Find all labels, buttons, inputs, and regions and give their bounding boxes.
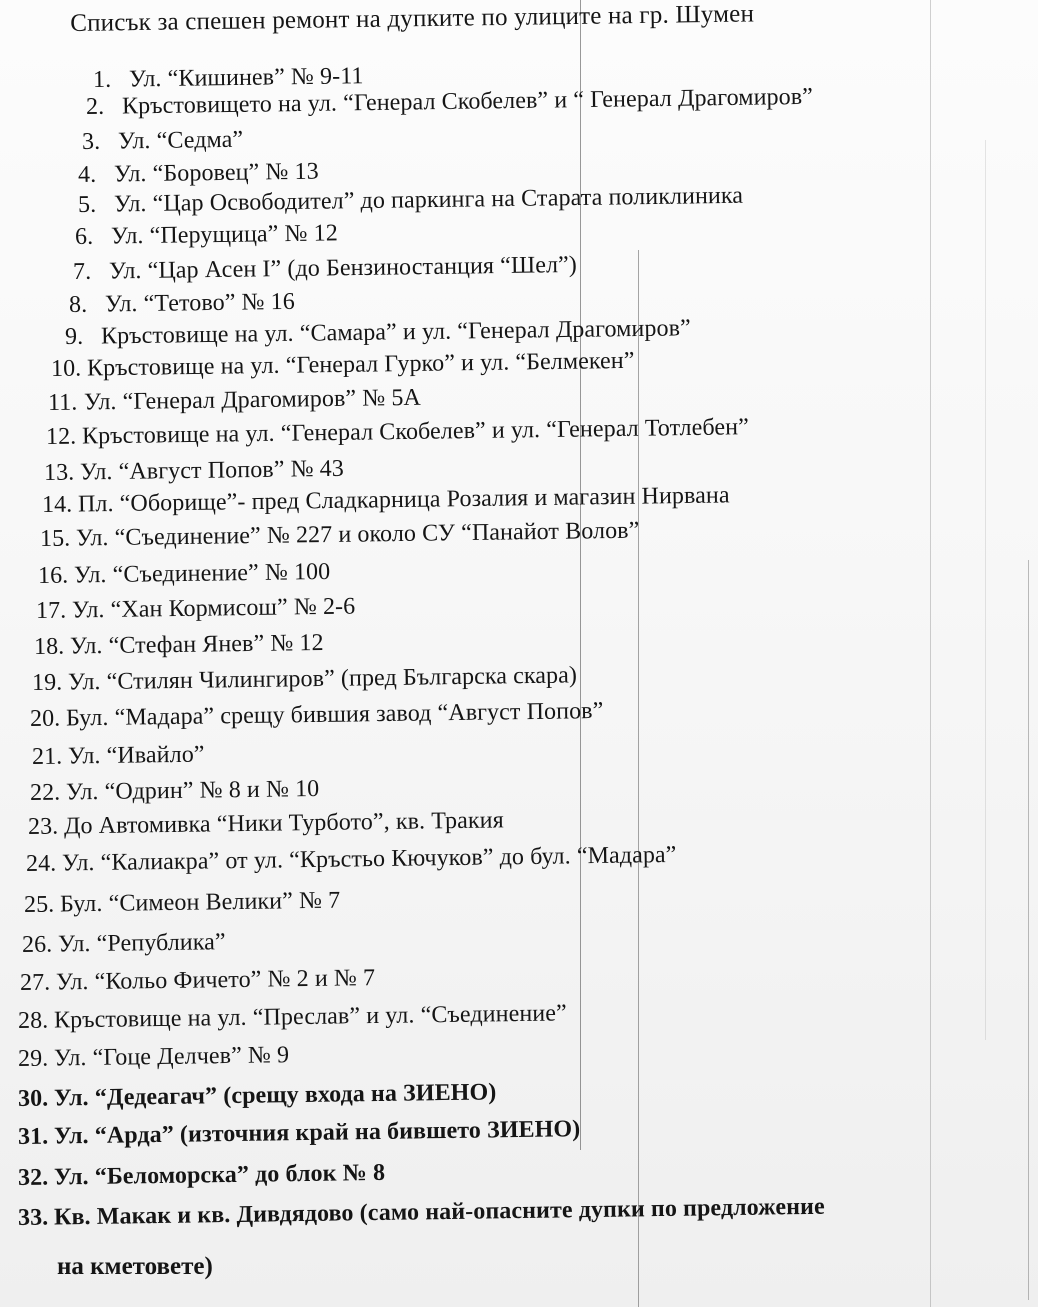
item-number: 15. [39, 525, 71, 552]
item-number: 33. [17, 1204, 49, 1231]
item-number: 26. [21, 931, 53, 958]
list-item [18, 1040, 290, 1074]
item-text: Ул. “Беломорска” до блок № 8 [53, 1159, 386, 1191]
item-text: Кръстовището на ул. “Генерал Скобелев” и “ Генерал Драгомиров” [121, 83, 814, 120]
item-text: Ул. “Гоце Делчев” № 9 [53, 1042, 290, 1072]
list-item [82, 125, 244, 157]
item-text: Ул. “Перущица” № 12 [110, 220, 339, 250]
list-item [18, 1077, 497, 1114]
item-number: 23. [27, 813, 59, 840]
item-text: Ул. “Хан Кормисош” № 2-6 [71, 593, 356, 624]
list-item [32, 740, 205, 772]
item-text: Ул. “Одрин” № 8 и № 10 [65, 775, 320, 806]
list-item [24, 886, 341, 920]
item-text: Ул. “Калиакра” от ул. “Кръстьо Кючуков” до бул. “Мадара” [61, 841, 677, 877]
item-number: 7. [72, 258, 92, 285]
item-number: 18. [33, 633, 65, 660]
item-number: 12. [45, 423, 77, 450]
item-number: 19. [31, 669, 63, 696]
item-text: Ул. “Република” [57, 929, 226, 958]
item-number: 27. [19, 969, 51, 996]
list-item [18, 998, 567, 1036]
item-number: 17. [35, 597, 67, 624]
list-item [30, 774, 320, 808]
item-text: Ул. “Съединение” № 227 и около СУ “Панайот Волов” [75, 517, 640, 552]
list-item [46, 412, 749, 452]
list-item [44, 454, 344, 488]
item-text: Ул. “Арда” (източния край на бившето ЗИЕНО) [53, 1116, 581, 1150]
list-item [78, 157, 319, 190]
item-text: Кръстовище на ул. “Генерал Скобелев” и ул. “Генерал Тотлебен” [81, 414, 750, 450]
item-text: Ул. “Стефан Янев” № 12 [69, 629, 324, 660]
list-item [51, 346, 635, 384]
item-number: 24. [25, 850, 57, 877]
item-text: Ул. “Кишинев” № 9-11 [128, 63, 364, 93]
item-number: 20. [29, 705, 61, 732]
item-number: 11. [47, 389, 78, 416]
item-text: Бул. “Мадара” срещу бившия завод “Август Попов” [65, 697, 604, 732]
list-item [30, 696, 604, 734]
item-text: Ул. “Дедеагач” (срещу входа на ЗИЕНО) [53, 1079, 497, 1112]
list-item [69, 287, 295, 320]
list-item [34, 628, 324, 662]
list-item [75, 218, 338, 252]
item-number: 29. [17, 1045, 49, 1072]
document-title: Списък за спешен ремонт на дупките по улиците на гр. Шумен [70, 0, 755, 37]
item-text: Кръстовище на ул. “Самара” и ул. “Генерал Драгомиров” [100, 315, 691, 350]
list-item [26, 840, 677, 879]
item-text: Кръстовище на ул. “Генерал Гурко” и ул. “Белмекен” [86, 347, 635, 382]
item-text: Ул. “Съединение” № 100 [73, 558, 331, 589]
list-item [38, 557, 331, 591]
item-text: Ул. “Тетово” № 16 [104, 288, 296, 318]
item-number: 30. [17, 1085, 49, 1112]
list-item-continuation: на кметовете) [57, 1253, 213, 1280]
item-text: Бул. “Симеон Велики” № 7 [59, 887, 341, 918]
item-number: 25. [23, 891, 55, 918]
item-number: 14. [41, 491, 73, 518]
list-item [36, 592, 356, 626]
item-number: 2. [85, 93, 105, 120]
item-number: 28. [17, 1007, 49, 1034]
item-text: Ул. “Кольо Фичето” № 2 и № 7 [55, 965, 376, 996]
item-number: 16. [37, 562, 69, 589]
list-item [18, 1158, 386, 1193]
list-item [22, 927, 226, 960]
item-number: 9. [64, 323, 84, 350]
item-text: Кв. Макак и кв. Дивдядово (само най-опасните дупки по предложение [53, 1193, 825, 1231]
item-number: 1. [92, 66, 112, 93]
item-text: До Автомивка “Ники Турбото”, кв. Тракия [63, 807, 504, 840]
item-number: 32. [17, 1164, 49, 1191]
item-text: Ул. “Седма” [117, 126, 244, 155]
item-number: 22. [29, 779, 61, 806]
item-text: Ул. “Цар Освободител” до паркинга на Старата поликлиника [113, 182, 744, 218]
item-number: 8. [68, 291, 88, 318]
item-number: 4. [77, 161, 97, 188]
item-text: Кръстовище на ул. “Преслав” и ул. “Съединение” [53, 1000, 567, 1034]
item-text: Ул. “Боровец” № 13 [113, 158, 319, 188]
list-item [18, 1114, 581, 1152]
list-item [18, 1192, 825, 1233]
list-item [48, 383, 421, 418]
item-number: 31. [17, 1123, 49, 1150]
list-item [40, 516, 640, 554]
item-number: 21. [31, 743, 63, 770]
item-text: Ул. “Ивайло” [67, 741, 205, 770]
item-text: Пл. “Оборище”- пред Сладкарница Розалия и магазин Нирвана [77, 482, 730, 518]
item-number: 13. [43, 459, 75, 486]
list-item [73, 250, 577, 287]
item-text: Ул. “Цар Асен I” (до Бензиностанция “Шел”) [108, 251, 578, 285]
item-number: 5. [77, 191, 97, 218]
item-text: Ул. “Стилян Чилингиров” (пред Българска скара) [67, 662, 578, 696]
item-number: 3. [81, 128, 101, 155]
list-item [32, 660, 577, 698]
list-item [20, 963, 376, 998]
item-number: 10. [50, 355, 82, 382]
item-text: Ул. “Август Попов” № 43 [79, 455, 345, 486]
item-text: Ул. “Генерал Драгомиров” № 5А [83, 384, 422, 416]
item-number: 6. [74, 223, 94, 250]
list-item [28, 805, 504, 842]
